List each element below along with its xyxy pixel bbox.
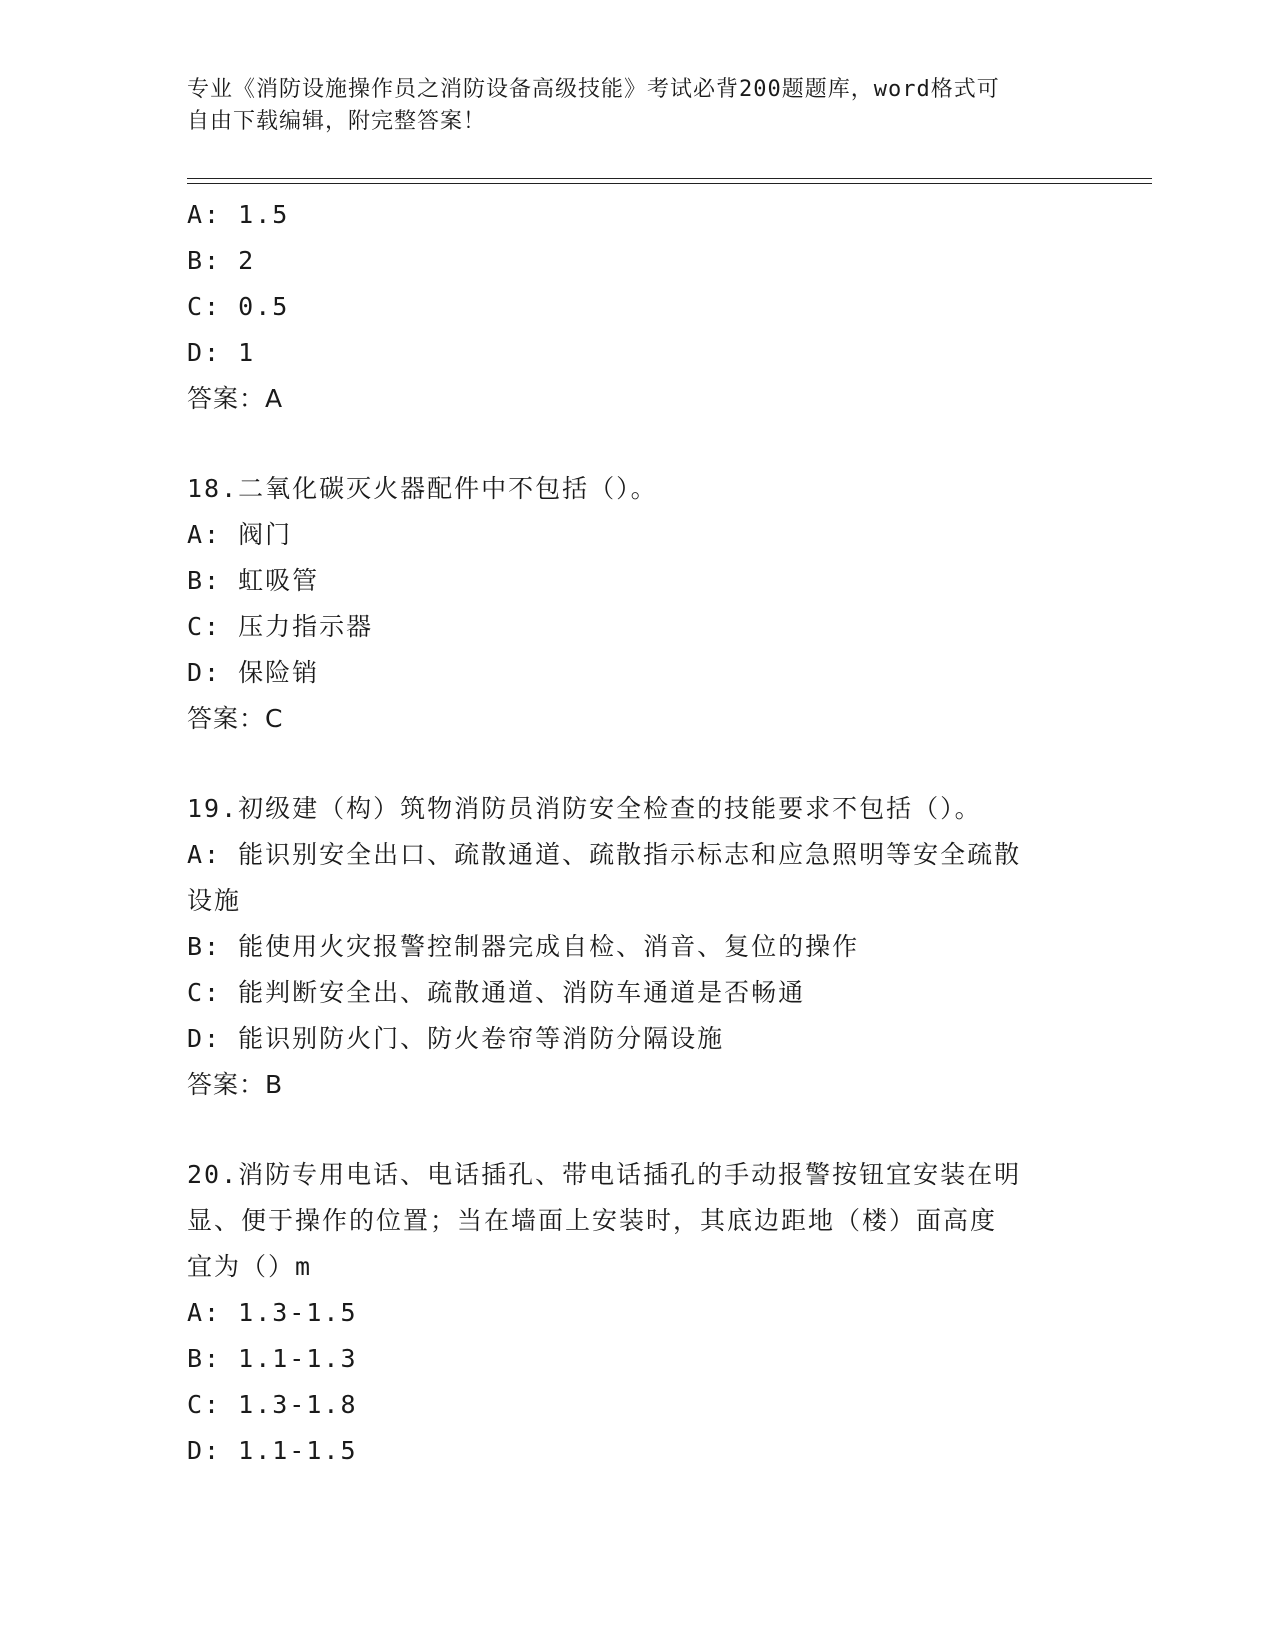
option-c: C: 压力指示器 xyxy=(187,612,374,641)
option-d: D: 1.1-1.5 xyxy=(187,1436,358,1465)
spacer xyxy=(187,1108,1087,1152)
question-19 xyxy=(187,786,1087,1108)
document-header xyxy=(187,74,1067,138)
option-a: A: 阀门 xyxy=(187,520,293,549)
question-text: 18.二氧化碳灭火器配件中不包括（）。 xyxy=(187,474,658,503)
option-a-line-2: 设施 xyxy=(187,886,242,915)
option-b: B: 1.1-1.3 xyxy=(187,1344,358,1373)
option-b: B: 2 xyxy=(187,246,256,275)
option-a: A: 1.5 xyxy=(187,200,290,229)
question-text-line-2: 显、便于操作的位置；当在墙面上安装时，其底边距地（楼）面高度 xyxy=(187,1206,998,1235)
answer-line: 答案：A xyxy=(187,384,284,413)
question-20 xyxy=(187,1152,1087,1474)
option-b: B: 虹吸管 xyxy=(187,566,320,595)
answer-line: 答案：B xyxy=(187,1070,284,1099)
question-text-line-3: 宜为（）m xyxy=(187,1252,313,1281)
option-d: D: 保险销 xyxy=(187,658,320,687)
header-line-1: 专业《消防设施操作员之消防设备高级技能》考试必背200题题库，word格式可 xyxy=(187,77,1000,102)
question-text: 19.初级建（构）筑物消防员消防安全检查的技能要求不包括（）。 xyxy=(187,794,982,823)
header-divider-top xyxy=(187,178,1152,179)
spacer xyxy=(187,422,1087,466)
option-a-line-1: A: 能识别安全出口、疏散通道、疏散指示标志和应急照明等安全疏散 xyxy=(187,840,1022,869)
option-d: D: 能识别防火门、防火卷帘等消防分隔设施 xyxy=(187,1024,725,1053)
answer-line: 答案：C xyxy=(187,704,284,733)
option-a: A: 1.3-1.5 xyxy=(187,1298,358,1327)
option-b: B: 能使用火灾报警控制器完成自检、消音、复位的操作 xyxy=(187,932,860,961)
header-line-2: 自由下载编辑，附完整答案！ xyxy=(187,109,487,134)
option-c: C: 1.3-1.8 xyxy=(187,1390,358,1419)
spacer xyxy=(187,742,1087,786)
option-c: C: 0.5 xyxy=(187,292,290,321)
question-list xyxy=(187,192,1087,1474)
question-18 xyxy=(187,466,1087,742)
option-d: D: 1 xyxy=(187,338,256,367)
header-divider-bottom xyxy=(187,183,1152,184)
option-c: C: 能判断安全出、疏散通道、消防车通道是否畅通 xyxy=(187,978,806,1007)
question-text-line-1: 20.消防专用电话、电话插孔、带电话插孔的手动报警按钮宜安装在明 xyxy=(187,1160,1022,1189)
question-17 xyxy=(187,192,1087,422)
